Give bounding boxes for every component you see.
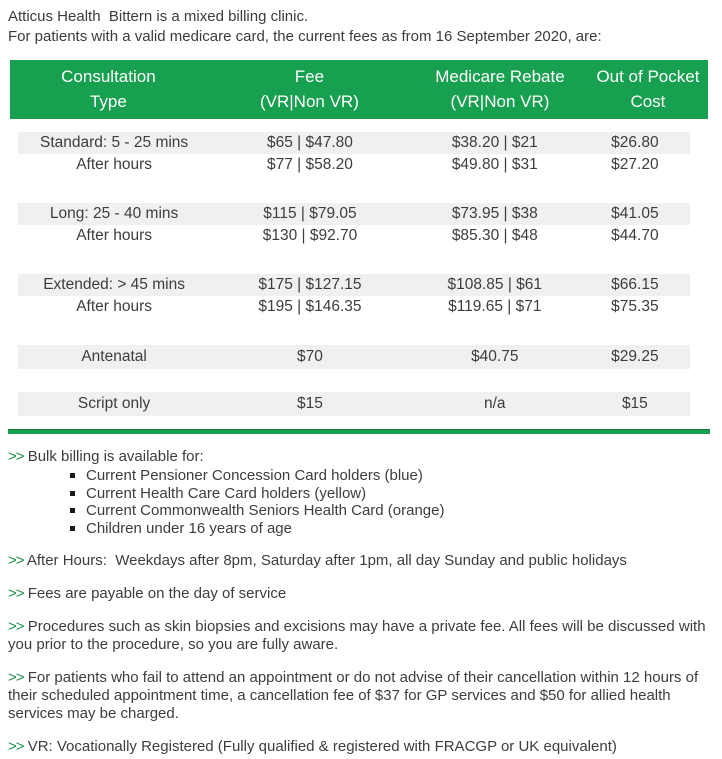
cell-fee: $175 | $127.15 [258,276,362,293]
cell-oop: $26.80 [611,134,659,151]
note-bulk-billing: >> Bulk billing is available for: [8,448,204,465]
fee-table-header [10,60,708,119]
intro-line-2: For patients with a valid medicare card, the current fees as from 16 September 2020, are: [8,28,602,45]
cell-oop: $41.05 [611,205,659,222]
notes-section [8,448,715,756]
header-consultation-type: Consultation Type [61,67,156,111]
cell-fee: $15 [297,395,323,412]
green-divider [8,429,710,434]
list-item: Current Commonwealth Seniors Health Card (orange) [70,502,715,520]
table-row-long [18,203,690,225]
cell-type: After hours [76,227,152,244]
list-item: Children under 16 years of age [70,520,715,538]
cell-fee: $70 [297,348,323,365]
cell-type: Long: 25 - 40 mins [49,205,179,222]
cell-type: Extended: > 45 mins [43,276,185,293]
table-row-standard [18,132,690,154]
cell-rebate: $40.75 [471,348,519,365]
cell-fee: $65 | $47.80 [267,134,353,151]
double-chevron-icon: >> [8,585,24,602]
double-chevron-icon: >> [8,618,24,635]
intro-line-1: Atticus Health Bittern is a mixed billing clinic. [8,8,309,25]
fee-table-body [18,132,690,416]
cell-fee: $195 | $146.35 [258,298,362,315]
table-row-script-only [18,392,690,416]
row-spacer [18,318,690,345]
list-item: Current Pensioner Concession Card holders (blue) [70,467,715,485]
cell-oop: $44.70 [611,227,659,244]
table-row-antenatal [18,345,690,369]
cell-type: Standard: 5 - 25 mins [39,134,189,151]
cell-rebate: $119.65 | $71 [448,298,542,315]
cell-fee: $130 | $92.70 [262,227,358,244]
square-bullet-icon [70,491,75,496]
cell-oop: $29.25 [611,348,659,365]
note-cancellation: >> For patients who fail to attend an appointment or do not advise of their cancellation within 12 hours of their scheduled appointment time, a cancellation fee of $37 for GP services and $50 for allied health services may be charged. [8,669,703,722]
row-spacer [18,176,690,203]
double-chevron-icon: >> [8,448,24,465]
cell-oop: $75.35 [611,298,659,315]
square-bullet-icon [70,526,75,531]
note-fees-payable: >> Fees are payable on the day of service [8,585,287,602]
cell-oop: $15 [621,395,648,412]
header-fee: Fee (VR|Non VR) [259,67,359,111]
note-procedures: >> Procedures such as skin biopsies and excisions may have a private fee. All fees will be discussed with you prior to the procedure, so you are fully aware. [8,618,710,653]
cell-rebate: $73.95 | $38 [451,205,538,222]
cell-type: After hours [76,156,152,173]
table-row-extended [18,274,690,296]
cell-fee: $115 | $79.05 [263,205,357,222]
cell-rebate: $85.30 | $48 [451,227,538,244]
cell-rebate: $49.80 | $31 [451,156,538,173]
cell-oop: $27.20 [611,156,659,173]
square-bullet-icon [70,508,75,513]
cell-rebate: n/a [483,395,506,412]
cell-type: After hours [76,298,152,315]
cell-type: Antenatal [81,348,147,365]
table-row-extended-after-hours [18,296,690,318]
row-spacer [18,247,690,274]
cell-fee: $77 | $58.20 [267,156,353,173]
bulk-billing-list [8,467,715,537]
row-spacer [18,369,690,392]
double-chevron-icon: >> [8,669,24,686]
cell-rebate: $108.85 | $61 [447,276,543,293]
intro-paragraph [8,7,722,47]
note-vr-definition: >> VR: Vocationally Registered (Fully qualified & registered with FRACGP or UK equivalent) [8,738,617,755]
cell-rebate: $38.20 | $21 [451,134,538,151]
table-row-standard-after-hours [18,154,690,176]
table-row-long-after-hours [18,225,690,247]
double-chevron-icon: >> [8,738,24,755]
cell-oop: $66.15 [611,276,659,293]
square-bullet-icon [70,473,75,478]
list-item: Current Health Care Card holders (yellow) [70,485,715,503]
header-medicare-rebate: Medicare Rebate (VR|Non VR) [435,67,565,111]
note-after-hours: >> After Hours: Weekdays after 8pm, Saturday after 1pm, all day Sunday and public holidays [8,552,627,569]
double-chevron-icon: >> [8,552,24,569]
header-out-of-pocket: Out of Pocket Cost [596,67,700,111]
cell-type: Script only [77,395,151,412]
